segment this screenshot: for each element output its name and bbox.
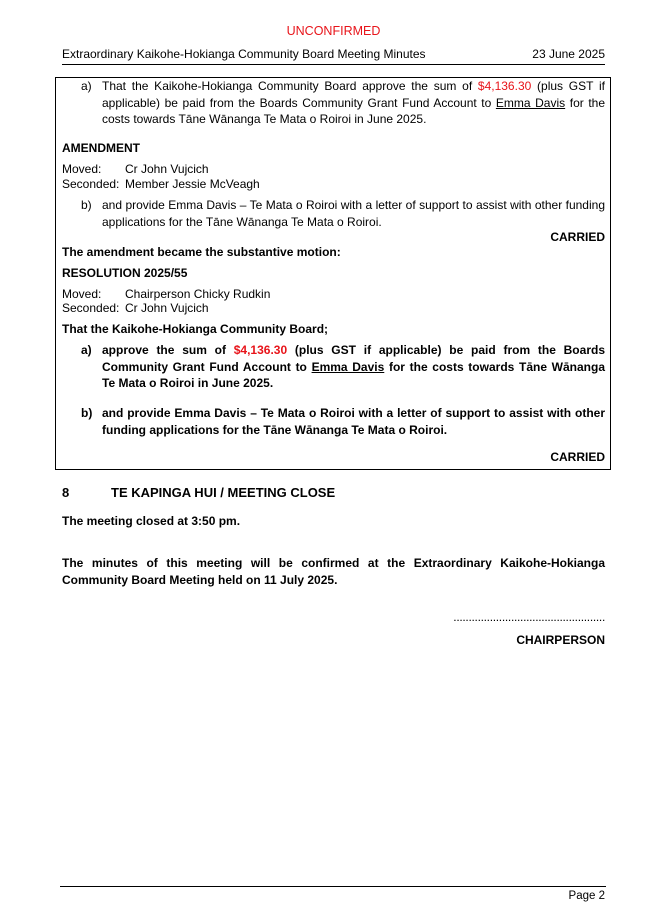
resolution-item-a-letter: a) [81,343,92,357]
motion-item-a-text [102,78,605,128]
resolution-heading: RESOLUTION 2025/55 [62,266,188,280]
resolution-item-b-letter: b) [81,406,93,420]
signature-line: .................................................. [453,610,605,624]
motion-item-a-letter: a) [81,79,92,93]
resolution-item-a-text-2: (plus GST if applicable) be paid from the Boards Community Grant Fund Account to [102,343,605,374]
document-title: Extraordinary Kaikohe-Hokianga Community Board Meeting Minutes [62,47,426,61]
substantive-motion-text: The amendment became the substantive motion: [62,245,341,259]
section-title: TE KAPINGA HUI / MEETING CLOSE [111,485,336,500]
confirmation-text: The minutes of this meeting will be confirmed at the Extraordinary Kaikohe-Hokianga Community Board Meeting held on 11 July 2025. [62,556,605,587]
amendment-item-b-letter: b) [81,198,92,212]
section-number: 8 [62,485,70,500]
carried-label-2: CARRIED [550,450,605,464]
resolution-item-a-text-3: for the costs towards Tāne Wānanga Te Mata o Roiroi in June 2025. [102,359,606,390]
amendment-seconded-value: Member Jessie McVeagh [125,177,260,191]
unconfirmed-stamp: UNCONFIRMED [286,24,381,38]
amendment-seconded-label: Seconded: [62,177,120,191]
document-date: 23 June 2025 [532,47,605,61]
chairperson-label: CHAIRPERSON [516,633,605,647]
amendment-item-b-text: and provide Emma Davis – Te Mata o Roiroi with a letter of support to assist with other funding applications for the Tāne Wānanga Te Mata o Roiroi. [102,198,605,229]
motion-item-a-text-3: for the costs towards Tāne Wānanga Te Mata o Roiroi in June 2025. [102,95,605,126]
header-rule [62,64,605,65]
resolution-item-a-recipient: Emma Davis [311,359,385,374]
resolution-seconded-label: Seconded: [62,301,120,315]
board-intro-text: That the Kaikohe-Hokianga Community Board; [62,322,329,336]
resolution-item-a-text-1: approve the sum of [102,343,234,357]
resolution-moved-label: Moved: [62,287,102,301]
footer-rule [60,886,606,887]
resolution-seconded-value: Cr John Vujcich [125,301,209,315]
motion-item-a-text-2: (plus GST if applicable) be paid from the Boards Community Grant Fund Account to [102,79,605,110]
amendment-heading: AMENDMENT [62,141,140,155]
carried-label-1: CARRIED [550,230,605,244]
resolution-item-a-amount: $4,136.30 [233,343,288,357]
resolution-moved-value: Chairperson Chicky Rudkin [125,287,271,301]
motion-item-a-recipient: Emma Davis [495,95,566,110]
resolution-item-a-text [102,342,605,392]
meeting-closed-text: The meeting closed at 3:50 pm. [62,514,241,528]
motion-item-a-text-1: That the Kaikohe-Hokianga Community Board approve the sum of [102,79,478,93]
motion-item-a-amount: $4,136.30 [477,79,532,93]
amendment-moved-label: Moved: [62,162,102,176]
amendment-moved-value: Cr John Vujcich [125,162,209,176]
page-number: Page 2 [568,890,605,902]
resolution-item-b-text: and provide Emma Davis – Te Mata o Roiroi with a letter of support to assist with other funding applications for the Tāne Wānanga Te Mata o Roiroi. [102,406,605,437]
